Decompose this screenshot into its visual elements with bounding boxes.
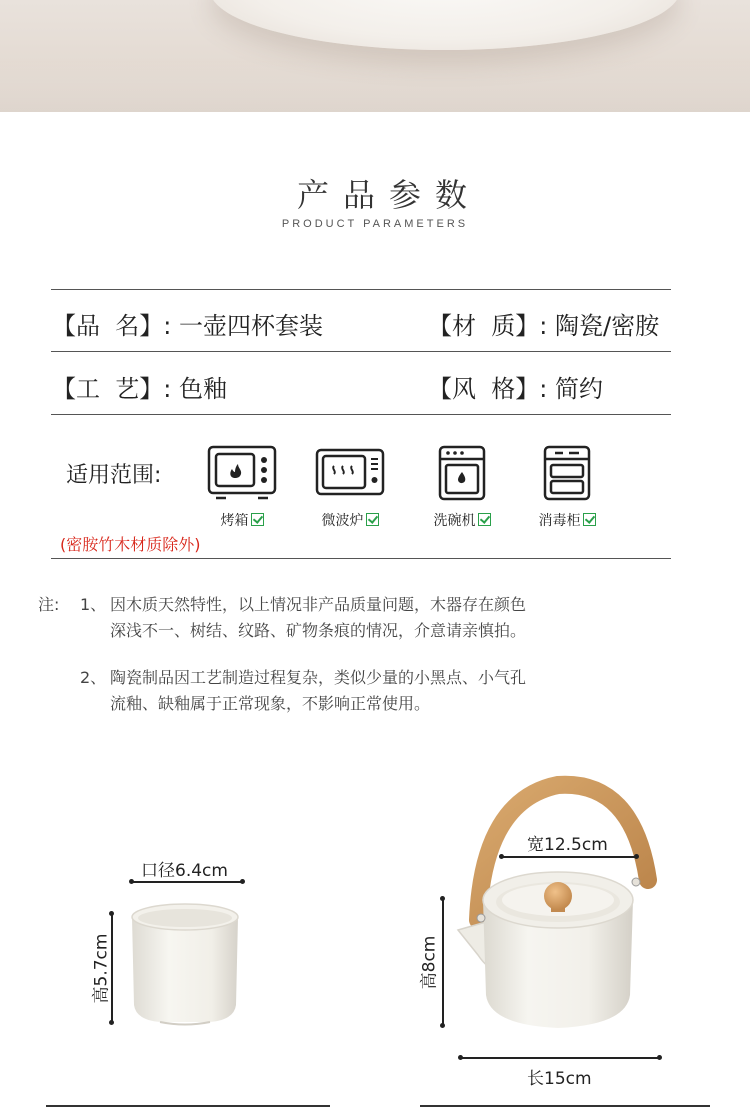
- cup-illustration: [120, 895, 250, 1030]
- teapot-illustration: [448, 770, 663, 1045]
- note-number: 2、: [80, 668, 107, 687]
- param-key: 【材 质】: [428, 312, 540, 340]
- cup-diameter-label: 口径6.4cm: [141, 861, 228, 881]
- dim-dot: [634, 854, 639, 859]
- param-style: [428, 369, 603, 404]
- product-banner-image: [0, 0, 750, 112]
- dim-dot: [109, 1020, 114, 1025]
- oven-icon: [206, 444, 278, 502]
- param-sep: :: [163, 312, 179, 340]
- appliance-sterilizer: [512, 444, 622, 530]
- dim-dot: [129, 879, 134, 884]
- dim-dot: [109, 911, 114, 916]
- teapot-length-label: 长15cm: [527, 1069, 592, 1089]
- usage-label: 适用范围:: [66, 463, 162, 488]
- microwave-icon: [314, 444, 386, 502]
- dishwasher-icon: [432, 444, 492, 502]
- check-icon: [478, 513, 491, 526]
- table-divider: [51, 558, 671, 559]
- table-divider: [51, 351, 671, 352]
- cup-height-label: 高5.7cm: [91, 933, 112, 1004]
- usage-exception-note: (密胺竹木材质除外): [60, 535, 201, 554]
- appliance-label: 微波炉: [295, 510, 405, 530]
- teapot-height-line: [442, 898, 444, 1026]
- param-key: 【工 艺】: [52, 375, 164, 403]
- param-material: [428, 306, 659, 341]
- note-line: 流釉、缺釉属于正常现象，不影响正常使用。: [110, 694, 431, 713]
- banner-shadow: [0, 60, 750, 112]
- param-value: 一壶四杯套装: [178, 312, 323, 340]
- teapot-length-line: [460, 1057, 660, 1059]
- appliance-label: 烤箱: [187, 510, 297, 530]
- dim-dot: [240, 879, 245, 884]
- param-value: 简约: [554, 375, 603, 403]
- section-subtitle: PRODUCT PARAMETERS: [281, 218, 469, 230]
- param-product-name: [52, 306, 323, 341]
- param-sep: :: [163, 375, 179, 403]
- param-key: 【风 格】: [428, 375, 540, 403]
- appliance-label: 洗碗机: [407, 510, 517, 530]
- note-number: 1、: [80, 595, 107, 614]
- dim-dot: [440, 896, 445, 901]
- teapot-height-label: 高8cm: [419, 935, 440, 990]
- check-icon: [583, 513, 596, 526]
- param-sep: :: [539, 375, 555, 403]
- teapot-width-line: [501, 856, 637, 858]
- note-line: 因木质天然特性，以上情况非产品质量问题，木器存在颜色: [110, 595, 527, 614]
- dim-dot: [499, 854, 504, 859]
- note-line: 深浅不一、树结、纹路、矿物条痕的情况，介意请亲慎拍。: [110, 621, 527, 640]
- check-icon: [366, 513, 379, 526]
- section-title: 产品参数: [296, 176, 481, 214]
- appliance-label: 消毒柜: [512, 510, 622, 530]
- param-sep: :: [539, 312, 555, 340]
- table-divider: [51, 414, 671, 415]
- param-craft: [52, 369, 227, 404]
- appliance-microwave: [295, 444, 405, 530]
- dim-dot: [657, 1055, 662, 1060]
- banner-plate: [210, 0, 680, 50]
- param-value: 陶瓷/密胺: [554, 312, 660, 340]
- dim-dot: [440, 1023, 445, 1028]
- cup-diameter-line: [131, 881, 243, 883]
- sterilizer-cabinet-icon: [537, 444, 597, 502]
- param-value: 色釉: [178, 375, 227, 403]
- param-key: 【品 名】: [52, 312, 164, 340]
- note-line: 陶瓷制品因工艺制造过程复杂，类似少量的小黑点、小气孔: [110, 668, 527, 687]
- check-icon: [251, 513, 264, 526]
- table-divider: [51, 289, 671, 290]
- teapot-width-label: 宽12.5cm: [527, 835, 608, 855]
- appliance-dishwasher: [407, 444, 517, 530]
- dim-dot: [458, 1055, 463, 1060]
- appliance-oven: [187, 444, 297, 530]
- notes-prefix: 注:: [38, 595, 60, 614]
